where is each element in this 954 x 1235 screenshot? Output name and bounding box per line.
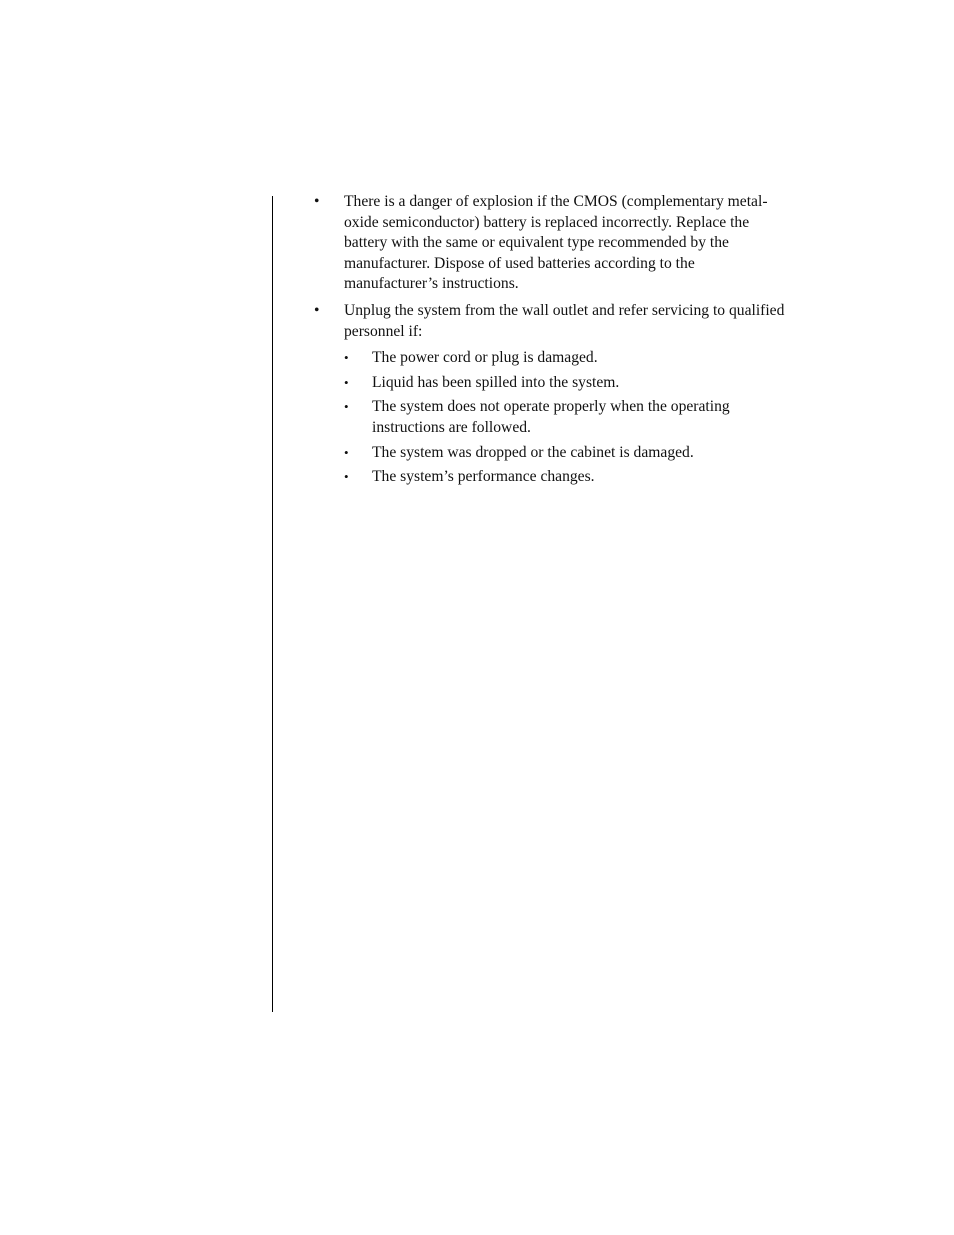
sub-list-item-text: Liquid has been spilled into the system.: [372, 373, 620, 391]
sub-bullet-marker: •: [344, 469, 349, 485]
sub-bullet-marker: •: [344, 399, 349, 415]
sub-list-item-text: The system does not operate properly when the operating instructions are followed.: [372, 398, 730, 436]
sub-list-item-text: The system’s performance changes.: [372, 468, 595, 486]
bullet-marker: •: [314, 193, 320, 210]
sub-list-item: [344, 467, 786, 488]
sub-list-item: [344, 397, 786, 438]
sub-bullet-marker: •: [344, 350, 349, 366]
sub-list-item: [344, 348, 786, 369]
sub-list-item: [344, 373, 786, 394]
margin-change-bar: [272, 196, 273, 1012]
sub-bullet-marker: •: [344, 374, 349, 390]
safety-instructions-list: [306, 192, 786, 494]
sub-list: [344, 348, 786, 488]
sub-list-item-text: The power cord or plug is damaged.: [372, 349, 598, 367]
sub-list-item: [344, 443, 786, 464]
list-item-text: There is a danger of explosion if the CMOS (complementary metal-oxide semiconductor) battery is replaced incorrectly. Replace the battery with the same or equivalent type recommended by the manufacturer. Dispose of used batteries according to the manufacturer’s instructions.: [344, 193, 768, 293]
bullet-marker: •: [314, 301, 320, 319]
list-item-text: Unplug the system from the wall outlet and refer servicing to qualified personnel if:: [344, 301, 785, 340]
sub-bullet-marker: •: [344, 444, 349, 460]
list-item: [306, 301, 786, 488]
list-item: [306, 192, 786, 295]
sub-list-item-text: The system was dropped or the cabinet is damaged.: [372, 443, 694, 461]
